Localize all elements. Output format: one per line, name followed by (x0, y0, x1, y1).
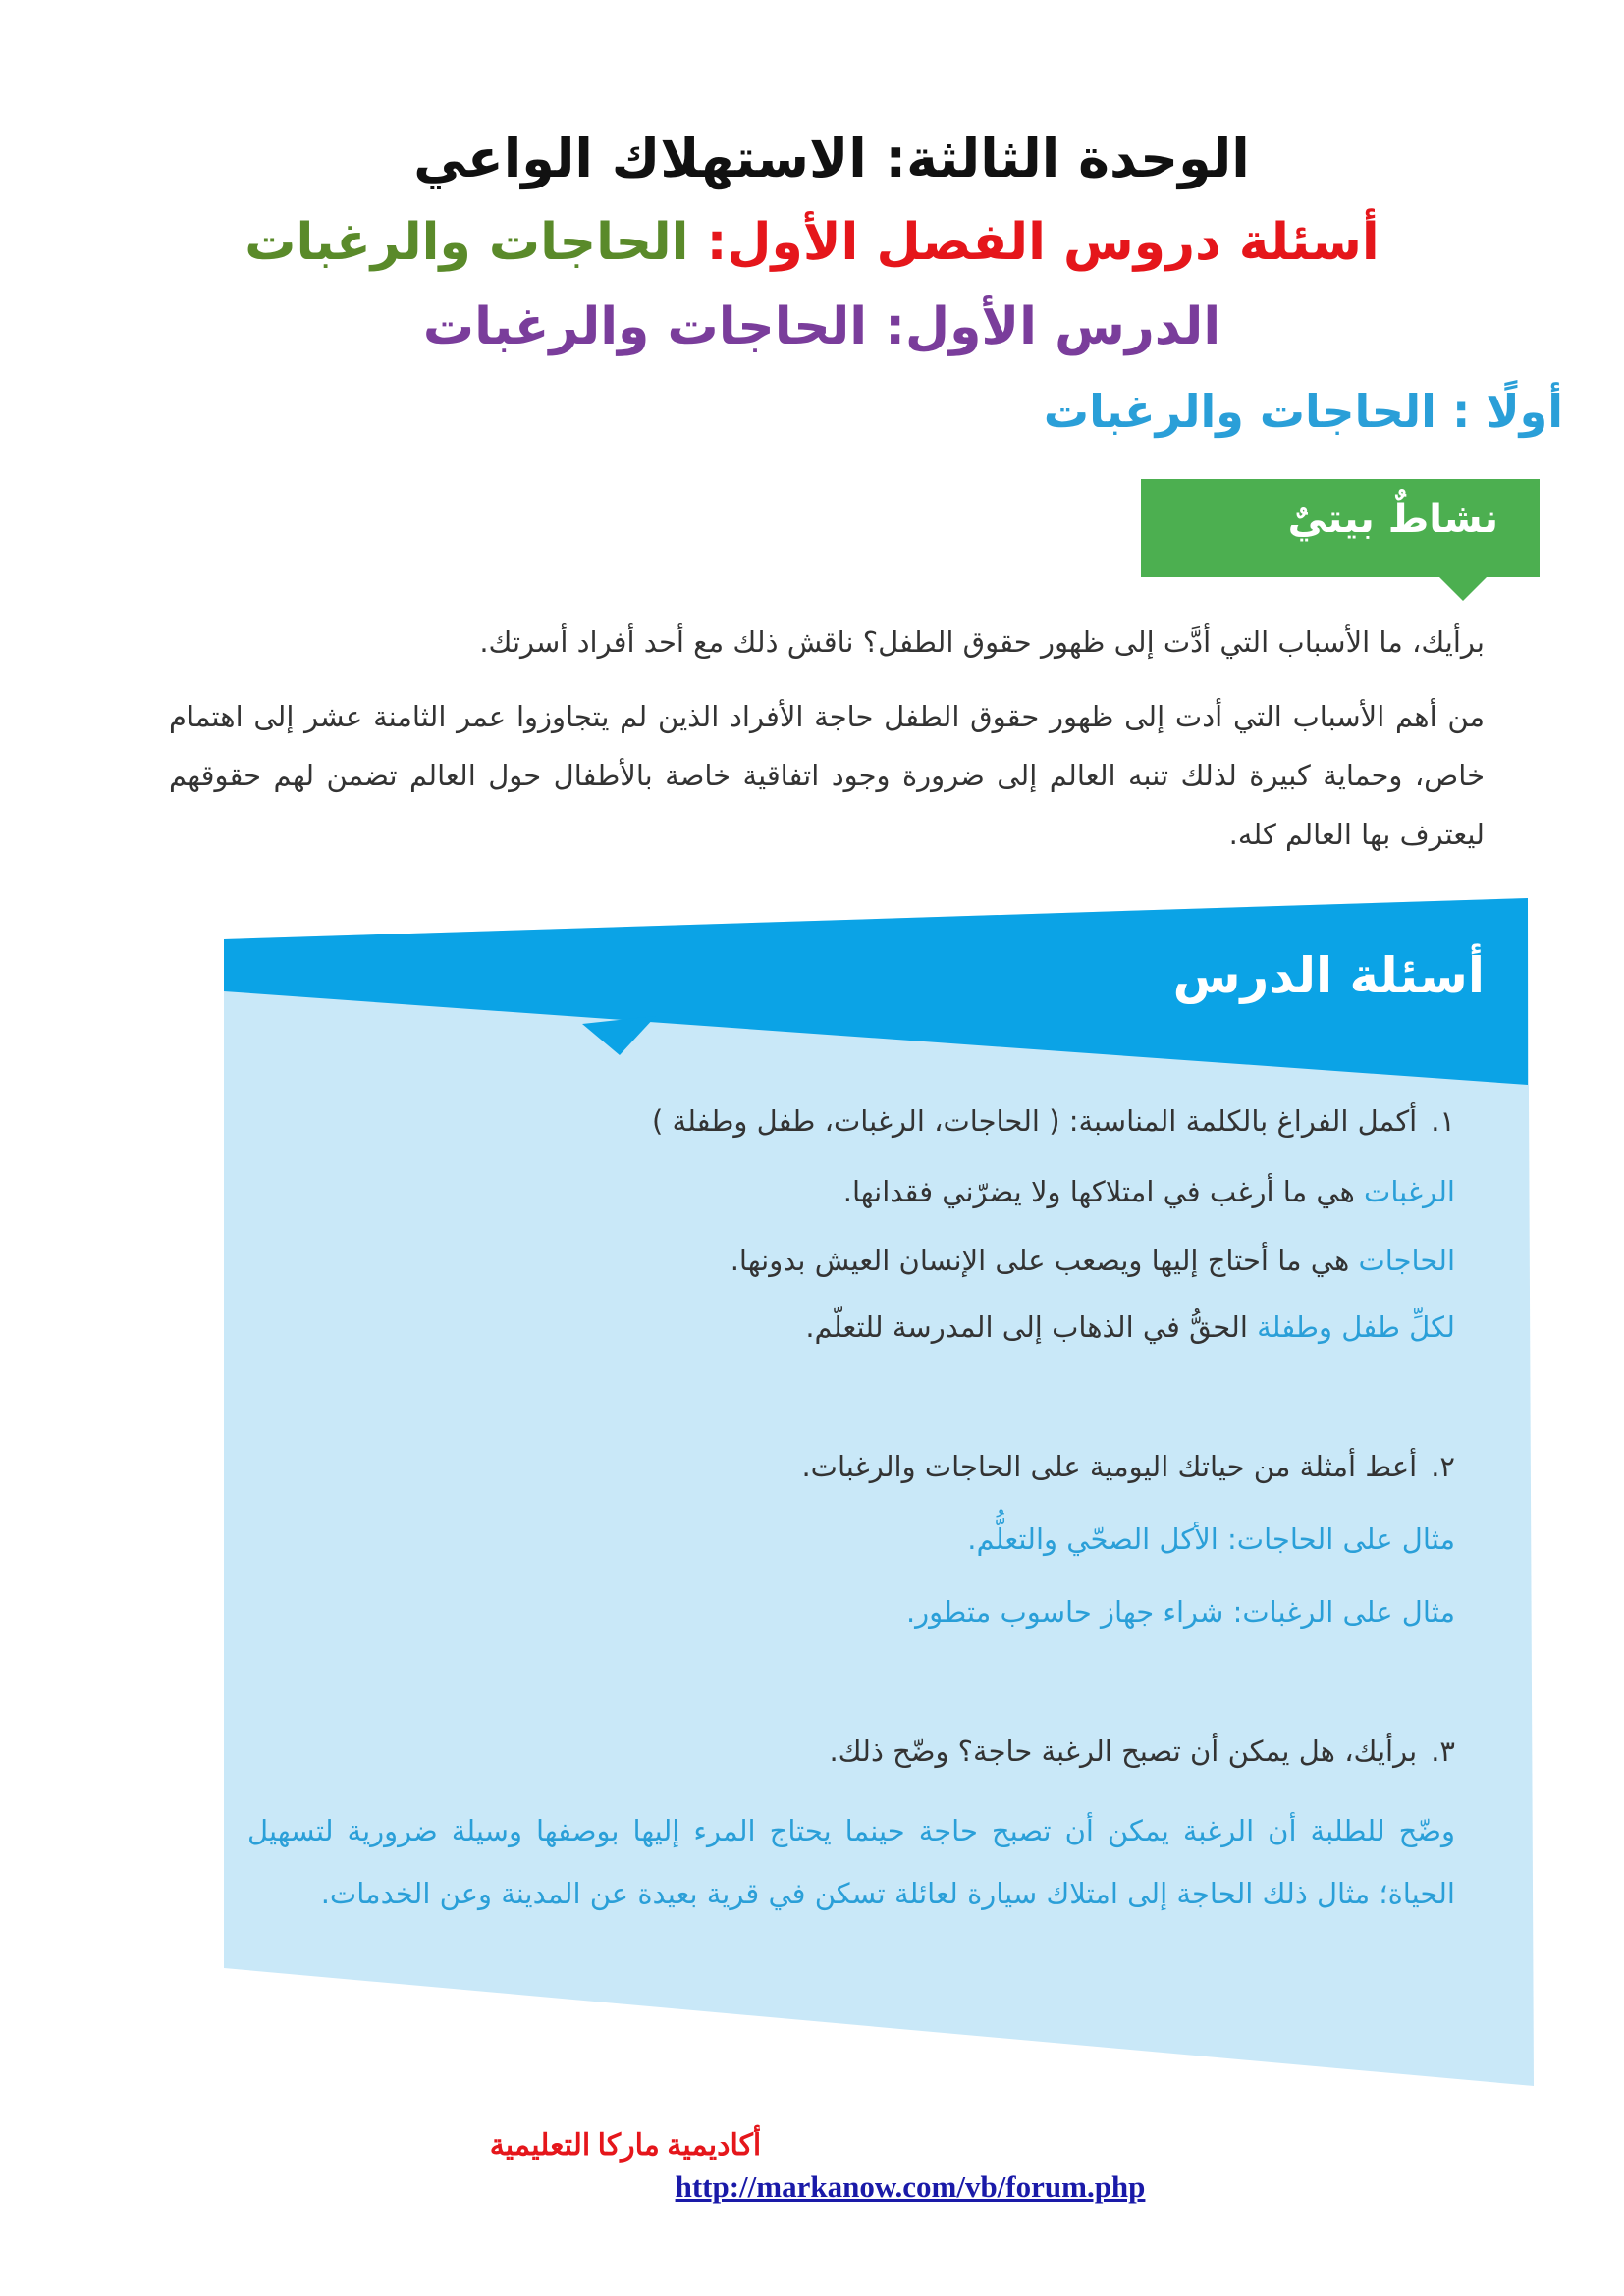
question-3 (829, 1735, 1455, 1768)
chapter-title-prefix: أسئلة دروس الفصل الأول: (706, 213, 1380, 272)
question-1-line-3 (805, 1310, 1455, 1344)
question-1-line-1 (843, 1175, 1455, 1208)
question-1-number: ١. (1431, 1104, 1455, 1138)
question-2-answer-2: مثال على الرغبات: شراء جهاز حاسوب متطور. (905, 1595, 1455, 1629)
activity-box-notch (1439, 577, 1487, 601)
question-1-text: أكمل الفراغ بالكلمة المناسبة: ( الحاجات، الرغبات، طفل وطفلة ) (652, 1104, 1418, 1138)
question-2-number: ٢. (1431, 1450, 1455, 1483)
q1-line3-text: الحقُّ في الذهاب إلى المدرسة للتعلّم. (805, 1310, 1258, 1344)
q1-line1-text: هي ما أرغب في امتلاكها ولا يضرّني فقدانها. (842, 1175, 1365, 1208)
activity-question: برأيك، ما الأسباب التي أدَّت إلى ظهور حقوق الطفل؟ ناقش ذلك مع أحد أفراد أسرتك. (479, 625, 1485, 659)
activity-answer: من أهم الأسباب التي أدت إلى ظهور حقوق الطفل حاجة الأفراد الذين لم يتجاوزوا عمر الثامنة عشر إلى اهتمام خاص، وحماية كبيرة لذلك تنبه العالم إلى ضرورة وجود اتفاقية خاصة بالأطفال حول العالم تضمن لهم حقوقهم ليعترف بها العالم كله. (169, 700, 1485, 851)
chapter-title-topic: الحاجات والرغبات (244, 213, 689, 272)
home-activity-label: نشاطٌ بيتيٌ (1287, 497, 1498, 542)
q1-line3-answer: طفل وطفلة (1257, 1310, 1400, 1344)
home-activity-box (1141, 479, 1540, 577)
question-2-answer-1: مثال على الحاجات: الأكل الصحّي والتعلُّم. (967, 1522, 1455, 1556)
lesson-title-heading: الدرس الأول: الحاجات والرغبات (422, 297, 1221, 356)
q1-line3-prefix: لكلِّ (1399, 1310, 1455, 1344)
footer-link[interactable]: http://markanow.com/vb/forum.php (675, 2169, 1146, 2204)
section-heading: أولًا : الحاجات والرغبات (1043, 385, 1563, 438)
q1-line2-answer: الحاجات (1358, 1244, 1455, 1277)
question-3-number: ٣. (1431, 1735, 1455, 1768)
question-2-text: أعط أمثلة من حياتك اليومية على الحاجات والرغبات. (801, 1450, 1418, 1483)
lesson-questions-title: أسئلة الدرس (1172, 947, 1485, 1004)
unit-title: الوحدة الثالثة: الاستهلاك الواعي (413, 128, 1250, 189)
question-2 (801, 1450, 1455, 1483)
question-1 (652, 1104, 1455, 1138)
title-block (0, 118, 1624, 369)
question-3-text: برأيك، هل يمكن أن تصبح الرغبة حاجة؟ وضّح ذلك. (829, 1735, 1418, 1768)
chapter-title (0, 200, 1624, 285)
question-1-line-2 (731, 1244, 1455, 1277)
lesson-questions-panel (224, 898, 1534, 2086)
footer-academy-name: أكاديمية ماركا التعليمية (489, 2129, 762, 2162)
q1-line2-text: هي ما أحتاج إليها ويصعب على الإنسان العيش بدونها. (730, 1244, 1359, 1277)
q1-line1-answer: الرغبات (1364, 1175, 1455, 1208)
question-3-answer: وضّح للطلبة أن الرغبة يمكن أن تصبح حاجة حينما يحتاج المرء إليها بوصفها وسيلة ضرورية لتسهيل الحياة؛ مثال ذلك الحاجة إلى امتلاك سيارة لعائلة تسكن في قرية بعيدة عن المدينة وعن الخدمات. (247, 1814, 1455, 1910)
